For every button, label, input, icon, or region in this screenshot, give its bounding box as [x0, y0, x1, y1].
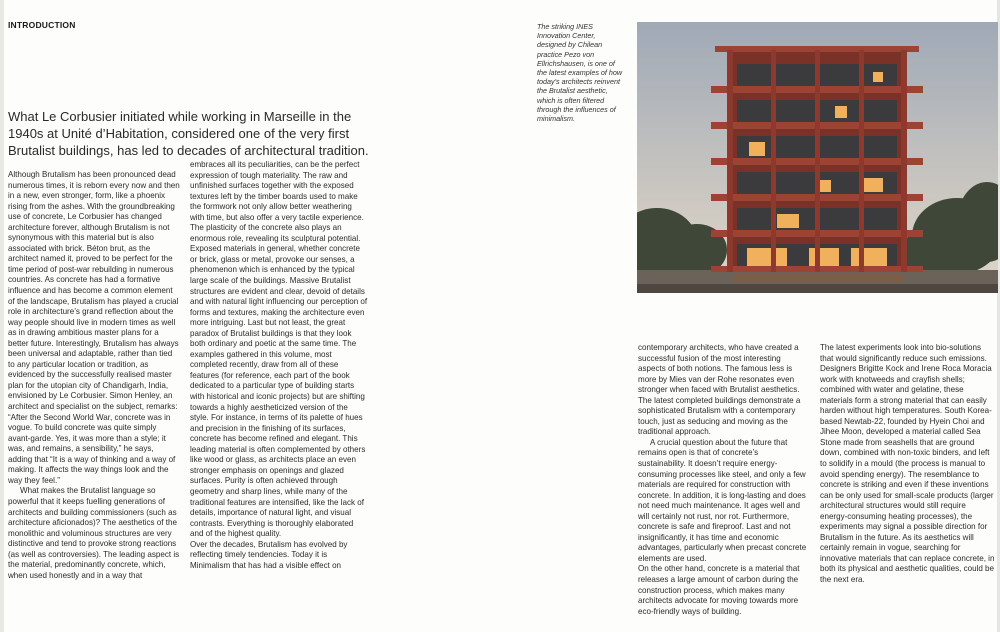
body-paragraph: The latest experiments look into bio-solutions that would significantly reduce such emissions. Designers Brigitte Kock and Irene Roca Moracia work with knotweeds and crayfish shells; combined with water and gelatine, these materials form a strong material that can easily harden without high temperatures. South Korea-based Newtab-22, founded by Hyein Choi and Jihee Moon, developed a material called Sea Stone made from seashells that are ground down, combined with non-toxic binders, and left to solidify in a mould (the process is manual to avoid spending energy). The resemblance to concrete is striking and even if these inventions can be only used for small-scale products (larger architectural structures would still require energy-consuming heating processes), the experiments may signal a possible direction for Brutalism in the future. As its aesthetics will certainly remain in vogue, searching for innovative materials that can replace concrete, in both its physical and aesthetic qualities, could be the next era. — [820, 343, 995, 585]
body-paragraph: contemporary architects, who have created a successful fusion of the most interesting aspects of both notions. The famous less is more by Mies van der Rohe resonates even stronger when faced with Brutalist aesthetics. The latest completed buildings demonstrate a sophisticated Brutalism with a contemporary touch, just as seducing and moving as the traditional approach. — [638, 343, 801, 437]
text-column-4 — [820, 343, 995, 586]
building-illustration — [637, 22, 998, 293]
page-gutter-left — [0, 0, 4, 632]
building — [711, 46, 923, 272]
photo-caption: The striking INES Innovation Center, designed by Chilean practice Pezo von Ellrichshausen, is one of the latest examples of how today’s architects reinvent the Brutalist aesthetic, which is often filtered through the influences of minimalism. — [537, 22, 623, 124]
building-photo — [637, 22, 998, 293]
body-paragraph: embraces all its peculiarities, can be the perfect expression of tough materiality. The raw and unfinished surfaces together with the exposed textures left by the timber boards used to make the formwork not only allow better weathering with time, but also offer a very tactile experience. The plasticity of the concrete also plays an enormous role, revealing its sculptural potential. Exposed materials in general, whether concrete or brick, glass or metal, provoke our senses, a phenomenon which is enhanced by the typical large scale of the buildings. Massive Brutalist structures are evident and clear, devoid of details and with natural light influencing our perception of forms and textures, making the architecture even more intriguing. Last but not least, the great paradox of Brutalist buildings is that they look both ordinary and poetic at the same time. The examples gathered in this volume, most completed recently, draw from all of these features (for reference, each part of the book dedicated to a particular type of building starts with historical and iconic projects) but are shifting towards a highly aestheticized version of the style. For instance, in terms of its palette of hues and precision in the finishing of its surfaces, concrete has become refined and elegant. This leading material is often complemented by others like wood or glass, as architects place an even stronger emphasis on openings and glazed surfaces. Purity is often achieved through geometry and sharp lines, while many of the traditional features are intensified, like the lack of details, importance of natural light, and visual contrasts. Everything is thoroughly elaborated and of the highest quality. — [190, 160, 368, 539]
body-paragraph: A crucial question about the future that remains open is that of concrete’s sustainability. It doesn’t require energy-consuming processes like steel, and only a few materials are required for construction with concrete. In addition, it is long-lasting and does not need much maintenance. It ages well and will certainly not rust, nor rot. Furthermore, concrete is safe and fireproof. Last and not insignificantly, it has time and economic advantages, particularly when precast concrete elements are used. — [638, 437, 807, 563]
body-paragraph: What makes the Brutalist language so powerful that it keeps fuelling generations of architects and building commissioners (such as architecture aficionados)? The aesthetics of the monolithic and voluminous structures are very distinctive and tend to provoke strong reactions (as well as controversies). The leading aspect is the material, predominantly concrete, which, when used honestly and in a way that — [8, 486, 180, 580]
text-column-2 — [190, 160, 368, 571]
text-column-3 — [638, 343, 808, 617]
body-paragraph: Over the decades, Brutalism has evolved by reflecting timely tendencies. Today it is Minimalism that has had a visible effect on — [190, 539, 348, 570]
section-label: INTRODUCTION — [8, 20, 76, 30]
text-column-1 — [8, 170, 180, 581]
body-paragraph: On the other hand, concrete is a material that releases a large amount of carbon during the construction process, which makes many architects advocate for moving towards more eco-friendly ways of building. — [638, 564, 800, 616]
lede-paragraph: What Le Corbusier initiated while working in Marseille in the 1940s at Unité d’Habitation, considered one of the very first Brutalist buildings, has led to decades of architectural tradition. — [8, 109, 369, 158]
body-paragraph: Although Brutalism has been pronounced dead numerous times, it is reborn every now and then in a new, even stronger, form, like a phoenix rising from the ashes. With the groundbreaking use of concrete, Le Corbusier has changed architecture forever, although Brutalism is not synonymous with this material but is also associated with brick. Béton brut, as the architect named it, proved to be perfect for the time period of post-war rebuilding in numerous countries. As concrete has had a formative influence and has become a common element of the landscape, Brutalism has played a crucial role in architecture’s grand reflection about the way people should live in modern times as well as in drawing ambitious master plans for a better future. Interestingly, Brutalism has always been universal and adaptable, rather than tied to any particular location or tradition, as evidenced by the successfully realised master plan for the utopian city of Chandigarh, India, envisioned by Le Corbusier. Simon Henley, an architect and specialist on the subject, remarks: “After the Second World War, concrete was in vogue. To build concrete was quite simply avant-garde. Yes, it was more than a style; it was, and remains, a sensibility,” he says, adding that “It is a way of thinking and a way of making. It affects the way things look and the way they feel.” — [8, 170, 180, 485]
